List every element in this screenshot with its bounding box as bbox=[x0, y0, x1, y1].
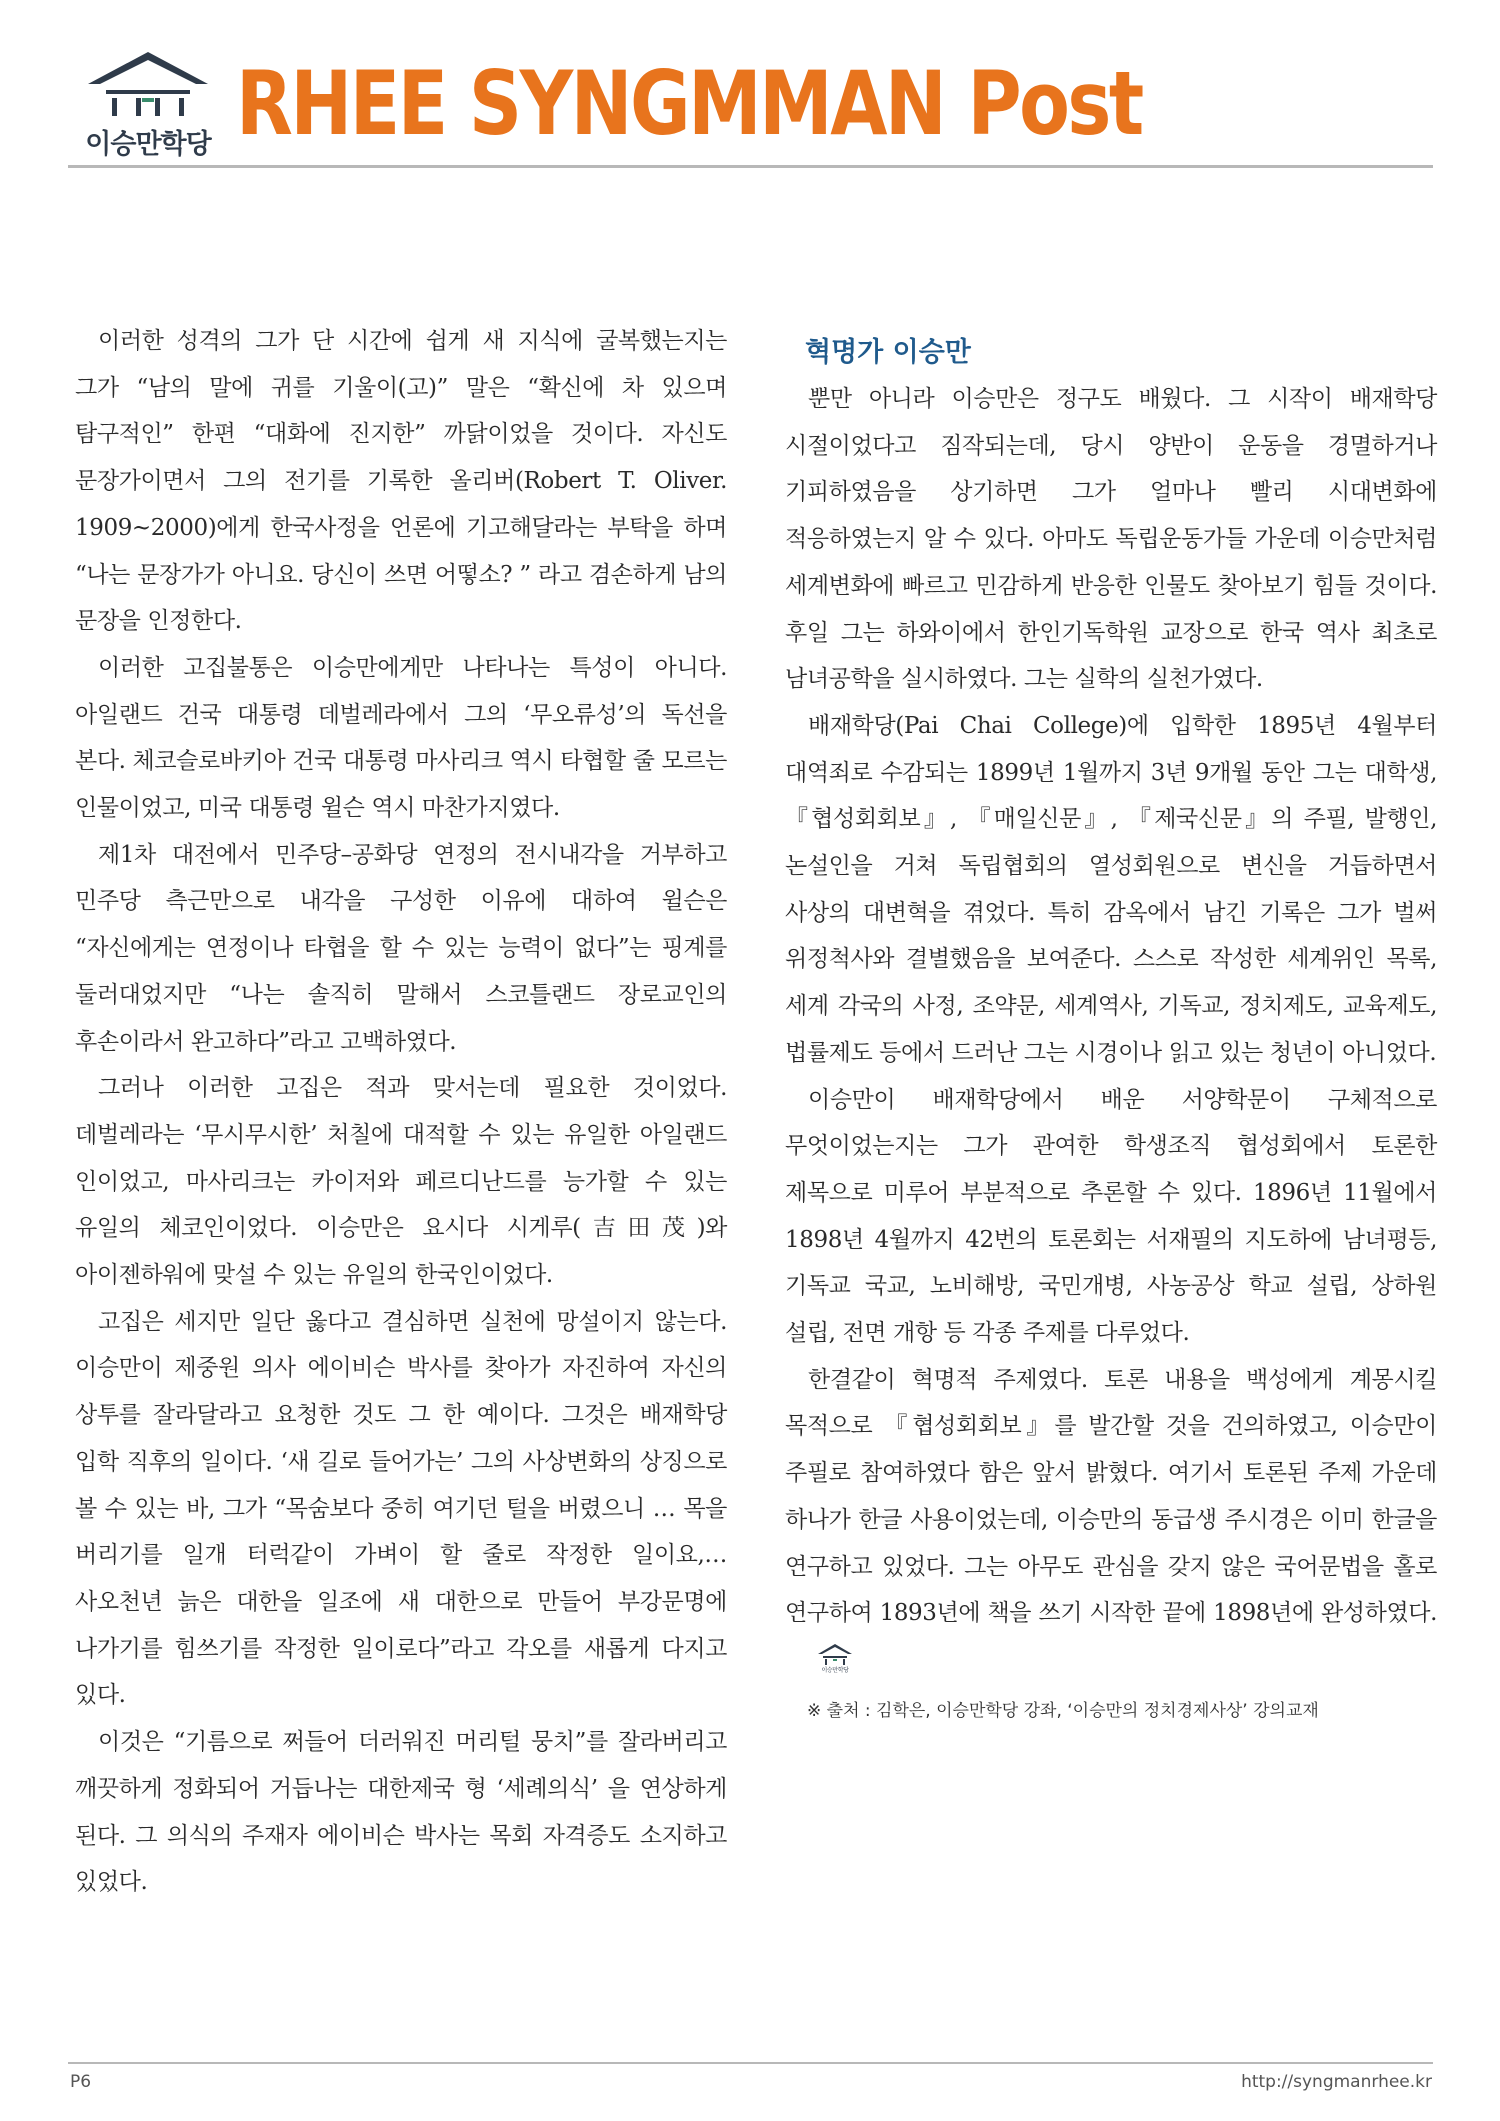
end-mark-text: 이승만학당 bbox=[821, 1666, 849, 1673]
schoolhouse-logo-icon bbox=[84, 48, 212, 122]
paragraph: 고집은 세지만 일단 옳다고 결심하면 실천에 망설이지 않는다. 이승만이 제중원 의사 에이비슨 박사를 찾아가 자진하여 자신의 상투를 잘라달라고 요청한 것도 그 한 예이다. 그것은 배재학당 입학 직후의 일이다. ‘새 길로 들어가는’ 그의 사상변화의 상징으로 볼 수 있는 바, 그가 “목숨보다 중히 여기던 털을 버렸으니 … 목을 버리기를 일개 터럭같이 가벼이 할 줄로 작정한 일이요,… 사오천년 늙은 대한을 일조에 새 대한으로 만들어 부강문명에 나가기를 힘쓰기를 작정한 일이로다”라고 각오를 새롭게 다지고 있다. bbox=[75, 1308, 727, 1709]
left-column bbox=[75, 318, 727, 1906]
paragraph: 이러한 고집불통은 이승만에게만 나타나는 특성이 아니다. 아일랜드 건국 대통령 데벌레라에서 그의 ‘무오류성’의 독선을 본다. 체코슬로바키아 건국 대통령 마사리크 역시 타협할 줄 모르는 인물이었고, 미국 대통령 윌슨 역시 마찬가지였다. bbox=[75, 654, 727, 822]
header-divider bbox=[68, 165, 1433, 168]
logo bbox=[68, 48, 228, 160]
logo-text: 이승만학당 bbox=[85, 129, 211, 160]
section-title: 혁명가 이승만 bbox=[805, 337, 971, 368]
right-column bbox=[785, 318, 1437, 1726]
source-note: ※ 출처 : 김학은, 이승만학당 강좌, ‘이승만의 정치경제사상’ 강의교재 bbox=[807, 1700, 1319, 1721]
page-number: P6 bbox=[70, 2072, 92, 2092]
paragraph-text: 한결같이 혁명적 주제였다. 토론 내용을 백성에게 계몽시킬 목적으로 『협성회회보』를 발간할 것을 건의하였고, 이승만이 주필로 참여하였다 함은 앞서 밝혔다. 여기서 토론된 주제 가운데 하나가 한글 사용이었는데, 이승만의 동급생 주시경은 이미 한글을 연구하고 있었다. 그는 아무도 관심을 갖지 않은 국어문법을 홀로 연구하여 1893년에 책을 쓰기 시작한 끝에 1898년에 완성하였다. bbox=[785, 1366, 1437, 1627]
paragraph: 이승만이 배재학당에서 배운 서양학문이 구체적으로 무엇이었는지는 그가 관여한 학생조직 협성회에서 토론한 제목으로 미루어 부분적으로 추론할 수 있다. 1896년 11월에서 1898년 4월까지 42번의 토론회는 서재필의 지도하에 남녀평등, 기독교 국교, 노비해방, 국민개병, 사농공상 학교 설립, 상하원 설립, 전면 개항 등 각종 주제를 다루었다. bbox=[785, 1086, 1437, 1347]
footer-divider bbox=[68, 2062, 1433, 2064]
last-paragraph bbox=[785, 1357, 1437, 1690]
page-header bbox=[68, 48, 1433, 168]
paragraph: 제1차 대전에서 민주당–공화당 연정의 전시내각을 거부하고 민주당 측근만으로 내각을 구성한 이유에 대하여 윌슨은 “자신에게는 연정이나 타협을 할 수 있는 능력이 없다”는 핑계를 둘러대었지만 “나는 솔직히 말해서 스코틀랜드 장로교인의 후손이라서 완고하다”라고 고백하였다. bbox=[75, 841, 727, 1055]
paragraph: 이러한 성격의 그가 단 시간에 쉽게 새 지식에 굴복했는지는 그가 “남의 말에 귀를 기울이(고)” 말은 “확신에 차 있으며 탐구적인” 한편 “대화에 진지한” 까닭이었을 것이다. 자신도 문장가이면서 그의 전기를 기록한 올리버(Robert T. Oliver. 1909~2000)에게 한국사정을 언론에 기고해달라는 부탁을 하며 “나는 문장가가 아니요. 당신이 쓰면 어떻소? ” 라고 겸손하게 남의 문장을 인정한다. bbox=[75, 328, 727, 635]
paragraph: 배재학당(Pai Chai College)에 입학한 1895년 4월부터 대역죄로 수감되는 1899년 1월까지 3년 9개월 동안 그는 대학생, 『협성회회보』, 『매일신문』, 『제국신문』의 주필, 발행인, 논설인을 거쳐 독립협회의 열성회원으로 변신을 거듭하면서 사상의 대변혁을 겪었다. 특히 감옥에서 남긴 기록은 그가 벌써 위정척사와 결별했음을 보여준다. 스스로 작성한 세계위인 목록, 세계 각국의 사정, 조약문, 세계역사, 기독교, 정치제도, 교육제도, 법률제도 등에서 드러난 그는 시경이나 읽고 있는 청년이 아니었다. bbox=[785, 712, 1437, 1066]
paragraph: 뿐만 아니라 이승만은 정구도 배웠다. 그 시작이 배재학당 시절이었다고 짐작되는데, 당시 양반이 운동을 경멸하거나 기피하였음을 상기하면 그가 얼마나 빨리 시대변화에 적응하였는지 알 수 있다. 아마도 독립운동가들 가운데 이승만처럼 세계변화에 빠르고 민감하게 반응한 인물도 찾아보기 힘들 것이다. 후일 그는 하와이에서 한인기독학원 교장으로 한국 역사 최초로 남녀공학을 실시하였다. 그는 실학의 실천가였다. bbox=[785, 386, 1437, 693]
masthead-title: RHEE SYNGMMAN Post bbox=[236, 52, 1142, 155]
end-mark-logo-icon bbox=[793, 1643, 854, 1690]
paragraph: 그러나 이러한 고집은 적과 맞서는데 필요한 것이었다. 데벌레라는 ‘무시무시한’ 처칠에 대적할 수 있는 유일한 아일랜드 인이었고, 마사리크는 카이저와 페르디난드를 능가할 수 있는 유일의 체코인이었다. 이승만은 요시다 시게루(吉田茂)와 아이젠하워에 맞설 수 있는 유일의 한국인이었다. bbox=[75, 1075, 727, 1289]
website-link[interactable]: http://syngmanrhee.kr bbox=[1241, 2072, 1432, 2092]
paragraph: 이것은 “기름으로 쩌들어 더러워진 머리털 뭉치”를 잘라버리고 깨끗하게 정화되어 거듭나는 대한제국 형 ‘세례의식’ 을 연상하게 된다. 그 의식의 주재자 에이비슨 박사는 목회 자격증도 소지하고 있었다. bbox=[75, 1729, 727, 1896]
